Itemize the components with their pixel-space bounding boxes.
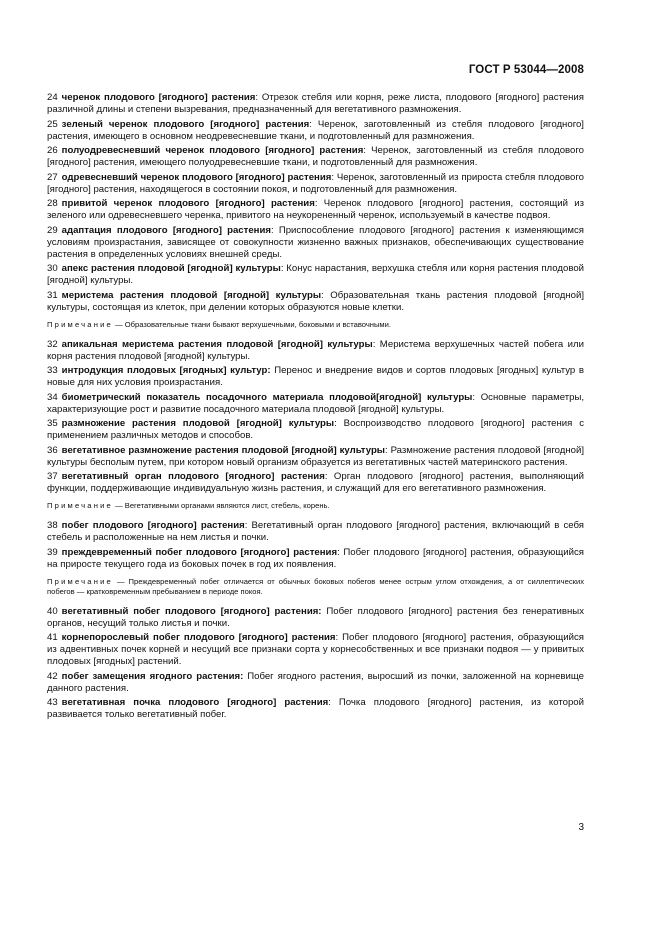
term-definition: : Почка плодового [ягодного] растения, из которой развивается только вегетативный побег. [47,697,584,720]
term-name: апекс растения плодовой [ягодной] культуры [61,263,281,274]
term-definition: : Меристема верхушечных частей побега или корня растения плодовой [ягодной] культуры. [47,338,584,362]
term-entry [47,392,584,416]
note-text: — Образовательные ткани бывают верхушечными, боковыми и вставочными. [112,319,391,329]
term-number: 24 [47,92,58,103]
term-name: вегетативное размножение растения плодовой [ягодной] культуры [61,444,385,456]
standard-code: ГОСТ Р 53044—2008 [468,64,584,76]
term-definition: : Размножение растения плодовой [ягодной] культуры бесполым путем, при котором новый организм образуется из вегетативных частей материнского растения. [47,444,585,468]
term-entry [47,263,584,287]
term-number: 25 [47,118,58,130]
term-name: побег плодового [ягодного] растения [61,520,245,531]
term-entry [47,145,584,169]
note [47,501,584,511]
term-entry [47,606,584,630]
term-entry [47,365,584,389]
term-definition: Побег ягодного растения, выросший из почки, заложенной на корневище данного растения. [47,670,585,694]
term-entry [47,671,584,695]
term-entry [47,290,584,314]
term-number: 43 [47,697,58,708]
term-number: 40 [47,605,58,617]
note-label: Примечание [47,319,113,329]
terms-list [47,92,584,724]
note-text: — Преждевременный побег отличается от обычных боковых побегов менее острым углом отхождения, а от силлептических побегов — кратковременным пребыванием в периоде покоя. [47,576,584,596]
term-definition: : Побег плодового [ягодного] растения, образующийся на приросте текущего года из боковых почек в год их появления. [47,546,584,570]
term-number: 37 [47,471,58,482]
term-definition: : Побег плодового [ягодного] растения, образующийся из адвентивных почек корней и несущий все признаки сорта у корнесобственных и все признаки подвоя — у привитых плодовых [ягодных] растений. [47,632,584,667]
term-entry [47,225,584,261]
term-name: апикальная меристема растения плодовой [ягодной] культуры [61,338,373,350]
term-entry [47,445,584,469]
term-name: вегетативная почка плодового [ягодного] растения [61,697,329,708]
term-entry [47,92,584,116]
note-text: — Вегетативными органами являются лист, стебель, корень. [112,501,330,510]
term-entry [47,471,584,495]
term-entry [47,547,584,571]
term-definition: : Основные параметры, характеризующие рост и развитие посадочного материала плодовой [ягодной] культуры. [47,391,584,415]
term-entry [47,697,584,721]
term-name: размножение растения плодовой [ягодной] культуры [61,418,335,429]
term-name: корнепорослевый побег плодового [ягодного] растения [61,632,336,643]
term-definition: : Орган плодового [ягодного] растения, выполняющий функции, поддерживающие индивидуальную жизнь растения, и служащий для его вегетативного размножения. [47,471,585,494]
term-name: полуодревесневший черенок плодового [ягодного] растения [61,145,364,156]
term-number: 27 [47,171,58,183]
term-entry [47,119,584,143]
term-number: 39 [47,546,58,558]
term-name: меристема растения плодовой [ягодной] культуры [61,289,322,301]
term-name: интродукция плодовых [ягодных] культур: [61,365,271,376]
term-number: 34 [47,391,58,403]
note [47,577,584,597]
term-number: 36 [47,444,58,456]
note-label: Примечание [47,576,113,586]
term-entry [47,339,584,363]
term-number: 38 [47,520,58,531]
term-entry [47,520,584,544]
term-name: привитой черенок плодового [ягодного] растения [61,198,315,209]
term-definition: : Черенок, заготовленный из прироста стебля плодового [ягодного] растения, находящегося в состоянии покоя, и подготовленный для размножения. [47,171,584,195]
term-definition: : Черенок, заготовленный из стебля плодового [ягодного] растения, имеющего в основном неодревесневшие ткани, и подготовленный для размножения. [47,118,584,142]
term-number: 28 [47,198,58,209]
term-number: 26 [47,145,58,156]
term-number: 33 [47,365,58,376]
term-name: вегетативный побег плодового [ягодного] растения: [61,605,322,617]
term-number: 41 [47,632,58,643]
term-number: 35 [47,418,58,429]
term-definition: : Конус нарастания, верхушка стебля или корня растения плодовой [ягодной] культуры. [47,263,585,286]
term-name: биометрический показатель посадочного материала плодовой[ягодной] культуры [61,391,473,403]
note-label: Примечание [47,501,113,510]
term-definition: : Воспроизводство плодового [ягодного] растения с применением различных методов и способов. [47,418,584,441]
term-entry [47,632,584,668]
term-number: 42 [47,670,58,682]
term-definition: Побег плодового [ягодного] растения без генеративных органов, несущий только листья и почки. [47,605,584,629]
term-entry [47,418,584,442]
term-number: 30 [47,263,58,274]
term-name: зеленый черенок плодового [ягодного] растения [61,118,310,130]
term-name: адаптация плодового [ягодного] растения [61,224,271,236]
term-name: вегетативный орган плодового [ягодного] растения [61,471,325,482]
term-entry [47,172,584,196]
term-name: преждевременный побег плодового [ягодного] растения [61,546,338,558]
term-definition: : Приспособление плодового [ягодного] растения к изменяющимся условиям произрастания, зависящее от совокупности жизненно важных признаков, обеспечивающих существование растения в определенных условиях внешней среды. [47,224,584,260]
term-definition: Перенос и внедрение видов и сортов плодовых [ягодных] культур в новые для них условия произрастания. [47,365,584,388]
term-definition: : Черенок, заготовленный из стебля плодового [ягодного] растения, имеющего полуодревесневшие ткани, и подготовленный для размножения. [47,145,584,168]
note [47,320,584,330]
term-number: 29 [47,224,58,236]
term-entry [47,198,584,222]
page-number: 3 [578,822,584,833]
term-name: черенок плодового [ягодного] растения [61,92,256,103]
term-name: одревесневший черенок плодового [ягодного] растения [61,171,332,183]
term-name: побег замещения ягодного растения: [61,670,244,682]
term-definition: : Отрезок стебля или корня, реже листа, плодового [ягодного] растения различной длины и степени вызревания, предназначенный для вегетативного размножения. [47,92,584,115]
term-number: 32 [47,338,58,350]
term-number: 31 [47,289,58,301]
term-definition: : Вегетативный орган плодового [ягодного] растения, включающий в себя стебель и расположенные на нем листья и почки. [47,520,584,543]
term-definition: : Черенок плодового [ягодного] растения, состоящий из зеленого или одревесневшего черенка, привитого на неукорененный черенок, используемый в качестве подвоя. [47,198,584,221]
term-definition: : Образовательная ткань растения плодовой [ягодной] культуры, состоящая из клеток, при делении которых образуются новые клетки. [47,289,585,313]
